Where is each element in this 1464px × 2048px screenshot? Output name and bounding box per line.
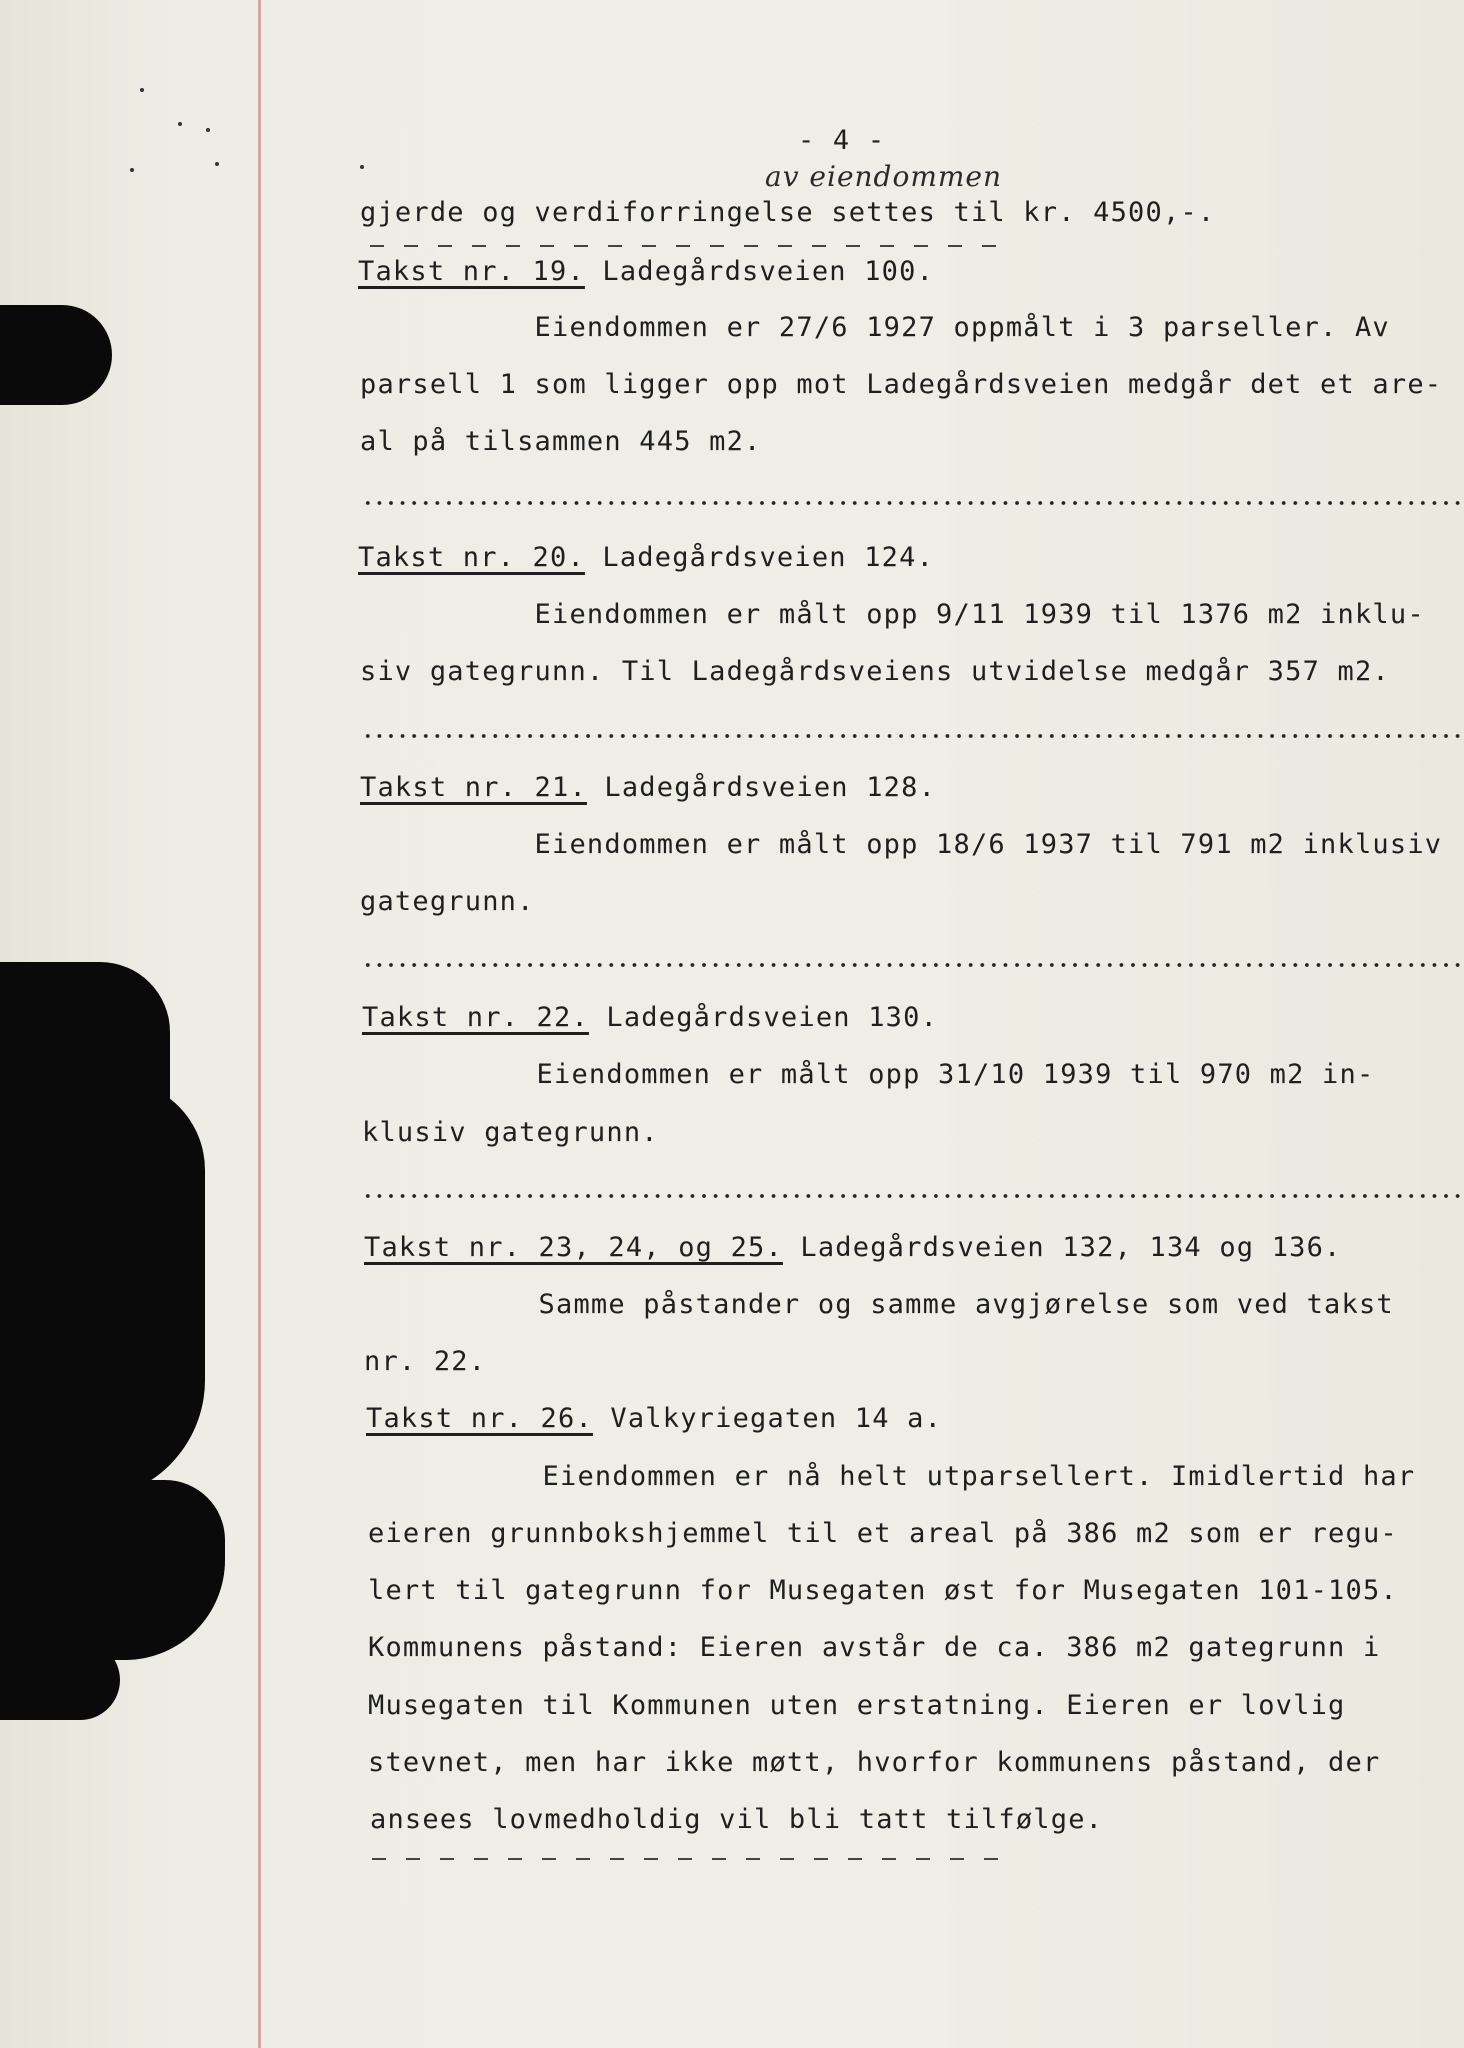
text-line: siv gategrunn. Til Ladegårdsveiens utvidelse medgår 357 m2.	[360, 656, 1390, 687]
text-line: al på tilsammen 445 m2.	[360, 426, 762, 457]
text-line: gjerde og verdiforringelse settes til kr. 4500,-.	[360, 197, 1216, 228]
speck	[140, 88, 144, 92]
torn-edge-large-body	[0, 1080, 205, 1500]
text-line: Eiendommen er målt opp 9/11 1939 til 1376 m2 inklu-	[360, 599, 1425, 630]
text-line: klusiv gategrunn.	[362, 1117, 659, 1148]
text-line: Samme påstander og samme avgjørelse som ved takst	[364, 1289, 1394, 1320]
dashed-underline	[372, 1858, 1012, 1860]
speck	[130, 168, 134, 172]
text-line: lert til gategrunn for Musegaten øst for Musegaten 101-105.	[368, 1575, 1398, 1606]
text-line: Eiendommen er 27/6 1927 oppmålt i 3 parseller. Av	[360, 312, 1390, 343]
text-line: nr. 22.	[364, 1346, 487, 1377]
speck	[206, 128, 210, 132]
text-line: stevnet, men har ikke møtt, hvorfor kommunens påstand, der	[368, 1747, 1381, 1778]
text-line: Eiendommen er nå helt utparsellert. Imidlertid har	[368, 1461, 1416, 1492]
red-margin-line	[258, 0, 261, 2048]
text-line: Eiendommen er målt opp 18/6 1937 til 791 m2 inklusiv	[360, 829, 1443, 860]
text-line: ansees lovmedholdig vil bli tatt tilfølge.	[370, 1804, 1104, 1835]
section-heading: Takst nr. 20. Ladegårdsveien 124.	[358, 542, 935, 573]
section-heading: Takst nr. 21. Ladegårdsveien 128.	[360, 772, 937, 803]
dashed-underline	[370, 245, 1010, 247]
text-line: Eiendommen er målt opp 31/10 1939 til 970 m2 in-	[362, 1059, 1375, 1090]
text-line: gategrunn.	[360, 886, 535, 917]
text-line: Musegaten til Kommunen uten erstatning. Eieren er lovlig	[368, 1690, 1346, 1721]
dotted-separator	[362, 733, 1460, 739]
handwritten-insertion: av eiendommen	[765, 160, 1003, 193]
speck	[178, 122, 182, 126]
speck	[360, 165, 364, 169]
section-heading: Takst nr. 26. Valkyriegaten 14 a.	[366, 1403, 943, 1434]
section-heading: Takst nr. 23, 24, og 25. Ladegårdsveien 132, 134 og 136.	[364, 1232, 1342, 1263]
section-heading: Takst nr. 19. Ladegårdsveien 100.	[358, 256, 935, 287]
dotted-separator	[362, 500, 1460, 506]
speck	[215, 162, 219, 166]
text-line: parsell 1 som ligger opp mot Ladegårdsveien medgår det et are-	[360, 369, 1443, 400]
section-heading: Takst nr. 22. Ladegårdsveien 130.	[362, 1002, 939, 1033]
text-line: eieren grunnbokshjemmel til et areal på 386 m2 som er regu-	[368, 1518, 1398, 1549]
page-number: - 4 -	[798, 125, 886, 156]
torn-edge-lower	[0, 1480, 225, 1660]
dotted-separator	[362, 962, 1460, 968]
torn-edge-top	[0, 305, 112, 405]
dotted-separator	[362, 1193, 1460, 1199]
text-line: Kommunens påstand: Eieren avstår de ca. 386 m2 gategrunn i	[368, 1632, 1381, 1663]
torn-edge-bottom	[0, 1640, 120, 1720]
